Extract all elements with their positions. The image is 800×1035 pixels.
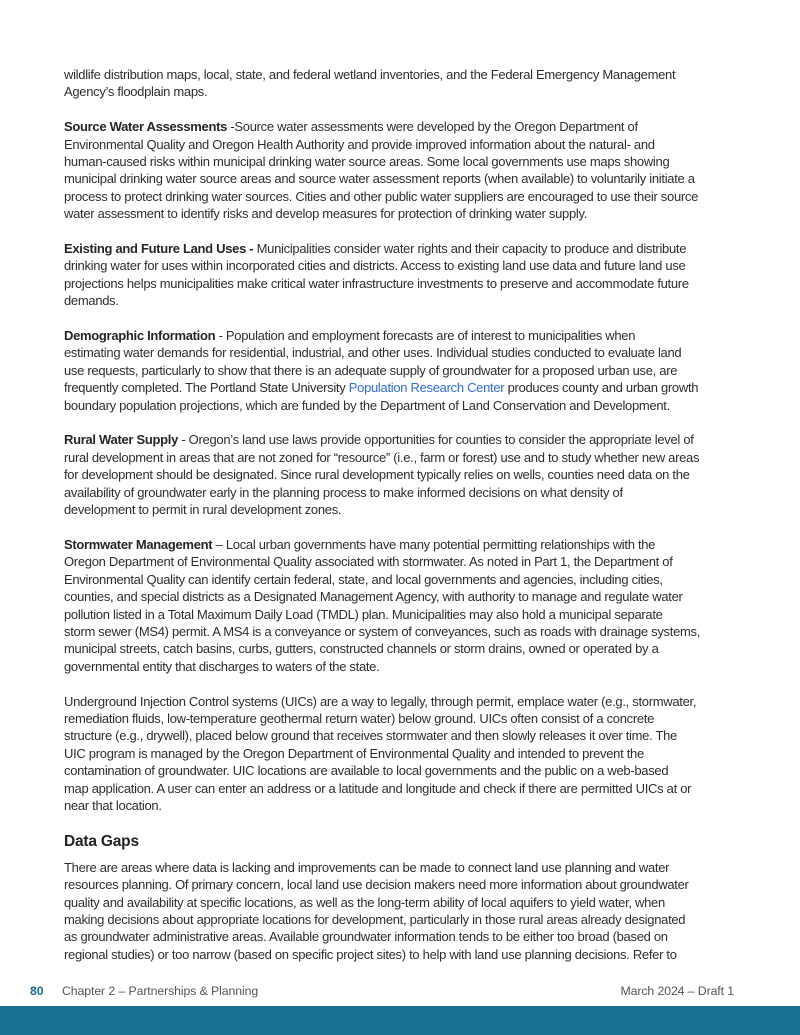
text-segment: municipal streets, catch basins, curbs, gutters, constructed channels or storm drains, owned or operated by a	[64, 641, 659, 657]
text-segment: pollution listed in a Total Maximum Daily Load (TMDL) plan. Municipalities may also hold a municipal separate	[64, 606, 663, 622]
page-number: 80	[30, 984, 44, 998]
bold-lead-in: Rural Water Supply	[64, 432, 179, 448]
text-line	[64, 553, 764, 570]
text-segment: remediation fluids, low-temperature geothermal return water) below ground. UICs often consist of a concrete	[64, 710, 655, 726]
text-line	[64, 911, 764, 928]
text-segment: Municipalities consider water rights and their capacity to produce and distribute	[253, 241, 687, 257]
text-segment: governmental entity that discharges to waters of the state.	[64, 658, 380, 674]
text-line	[64, 379, 764, 396]
text-line	[64, 640, 764, 657]
text-line	[64, 344, 764, 361]
bold-lead-in: Stormwater Management	[64, 536, 213, 552]
text-segment: produces county and urban growth	[504, 380, 699, 396]
text-segment: Oregon Department of Environmental Quality associated with stormwater. As noted in Part 1, the Department of	[64, 554, 673, 570]
text-line	[64, 606, 764, 623]
text-line	[64, 928, 764, 945]
text-line	[64, 275, 764, 292]
paragraph	[64, 118, 764, 222]
text-segment: contamination of groundwater. UIC locations are available to local governments and the public on a web-based	[64, 763, 669, 779]
text-line	[64, 292, 764, 309]
text-line	[64, 362, 764, 379]
text-line	[64, 431, 764, 448]
text-segment: Agency’s floodplain maps.	[64, 84, 208, 100]
paragraph	[64, 693, 764, 815]
text-line	[64, 859, 764, 876]
text-line	[64, 83, 764, 100]
text-line	[64, 257, 764, 274]
text-segment: quality and availability at specific locations, as well as the long-term ability of local aquifers to yield water, when	[64, 894, 665, 910]
body-text	[64, 66, 764, 981]
text-segment: drinking water for uses within incorporated cities and districts. Access to existing land use data and future land use	[64, 258, 686, 274]
text-line	[64, 536, 764, 553]
text-segment: resources planning. Of primary concern, local land use decision makers need more information about groundwater	[64, 877, 689, 893]
text-line	[64, 876, 764, 893]
text-segment: municipal drinking water source areas and source water assessment reports (when available) to voluntarily initiate a	[64, 171, 695, 187]
text-line	[64, 397, 764, 414]
text-line	[64, 153, 764, 170]
text-line	[64, 797, 764, 814]
paragraph	[64, 240, 764, 310]
text-segment: – Local urban governments have many potential permitting relationships with the	[212, 536, 656, 552]
text-line	[64, 118, 764, 135]
text-segment: structure (e.g., drywell), placed below ground that receives stormwater and then slowly releases it over time. The	[64, 728, 677, 744]
page-footer	[0, 983, 800, 1003]
text-line	[64, 466, 764, 483]
text-segment: counties, and special districts as a Designated Management Agency, with authority to manage and regulate water	[64, 589, 683, 605]
paragraph	[64, 431, 764, 518]
text-line	[64, 205, 764, 222]
text-segment: frequently completed. The Portland State University	[64, 380, 349, 396]
text-segment: wildlife distribution maps, local, state, and federal wetland inventories, and the Federal Emergency Management	[64, 67, 676, 82]
text-line	[64, 658, 764, 675]
text-line	[64, 745, 764, 762]
text-line	[64, 623, 764, 640]
paragraph	[64, 66, 764, 101]
text-line	[64, 240, 764, 257]
text-segment: Environmental Quality can identify certain federal, state, and local governments and agencies, including cities,	[64, 571, 663, 587]
text-line	[64, 170, 764, 187]
text-segment: demands.	[64, 293, 119, 309]
text-line	[64, 66, 764, 83]
bold-lead-in: Existing and Future Land Uses -	[64, 241, 254, 257]
text-line	[64, 727, 764, 744]
paragraph	[64, 327, 764, 414]
footer-date-draft: March 2024 – Draft 1	[620, 984, 734, 998]
text-segment: - Oregon’s land use laws provide opportunities for counties to consider the appropriate level of	[178, 432, 694, 448]
text-segment: There are areas where data is lacking and improvements can be made to connect land use planning and water	[64, 859, 670, 875]
text-segment: as groundwater administrative areas. Available groundwater information tends to be either too broad (based on	[64, 929, 668, 945]
text-segment: boundary population projections, which are funded by the Department of Land Conservation and Development.	[64, 397, 670, 413]
text-segment: projections helps municipalities make critical water infrastructure investments to preserve and accommodate future	[64, 275, 689, 291]
text-segment: near that location.	[64, 797, 162, 813]
text-segment: water assessment to identify risks and develop measures for protection of drinking water supply.	[64, 206, 588, 222]
footer-bar	[0, 1006, 800, 1035]
text-segment: estimating water demands for residential, industrial, and other uses. Individual studies conducted to evaluate land	[64, 345, 682, 361]
text-segment: storm sewer (MS4) permit. A MS4 is a conveyance or system of conveyances, such as roads with drainage systems,	[64, 623, 701, 639]
section-heading: Data Gaps	[64, 832, 139, 850]
text-line	[64, 501, 764, 518]
text-line	[64, 780, 764, 797]
text-segment: - Population and employment forecasts are of interest to municipalities when	[215, 328, 636, 344]
text-segment: rural development in areas that are not zoned for “resource” (i.e., farm or forest) use and to study whether new areas	[64, 449, 700, 465]
text-segment: making decisions about appropriate locations for development, particularly in those rural areas already designated	[64, 911, 686, 927]
text-line	[64, 588, 764, 605]
text-segment: development to permit in rural development zones.	[64, 502, 342, 518]
footer-chapter-title: Chapter 2 – Partnerships & Planning	[62, 984, 259, 998]
text-line	[64, 710, 764, 727]
bold-lead-in: Source Water Assessments	[64, 119, 228, 135]
text-segment: process to protect drinking water sources. Cities and other public water suppliers are encouraged to use their source	[64, 188, 699, 204]
text-segment: for development should be designated. Since rural development typically relies on wells, counties need data on the	[64, 467, 690, 483]
text-segment: Environmental Quality and Oregon Health Authority and provide improved information about the natural- and	[64, 136, 655, 152]
text-line	[64, 946, 764, 963]
bold-lead-in: Demographic Information	[64, 328, 216, 344]
text-line	[64, 136, 764, 153]
text-segment: -Source water assessments were developed by the Oregon Department of	[227, 119, 638, 135]
text-line	[64, 762, 764, 779]
text-line	[64, 449, 764, 466]
text-line	[64, 693, 764, 710]
text-line	[64, 327, 764, 344]
text-line	[64, 571, 764, 588]
text-segment: UIC program is managed by the Oregon Department of Environmental Quality and intended to prevent the	[64, 745, 644, 761]
text-segment: availability of groundwater early in the planning process to make informed decisions on what density of	[64, 484, 623, 500]
paragraph	[64, 536, 764, 675]
text-segment: use requests, particularly to show that there is an adequate supply of groundwater for a proposed urban use, are	[64, 362, 678, 378]
text-segment: map application. A user can enter an address or a latitude and longitude and check if there are permitted UICs at or	[64, 780, 692, 796]
text-segment: human-caused risks within municipal drinking water source areas. Some local governments use maps showing	[64, 154, 670, 170]
text-segment: regional studies) or too narrow (based on specific project sites) to help with land use planning decisions. Refer to	[64, 946, 677, 962]
text-line	[64, 188, 764, 205]
population-research-center-link[interactable]: Population Research Center	[348, 380, 505, 396]
text-line	[64, 484, 764, 501]
text-segment: Underground Injection Control systems (UICs) are a way to legally, through permit, emplace water (e.g., stormwater,	[64, 693, 697, 709]
text-line	[64, 894, 764, 911]
paragraph	[64, 859, 764, 963]
